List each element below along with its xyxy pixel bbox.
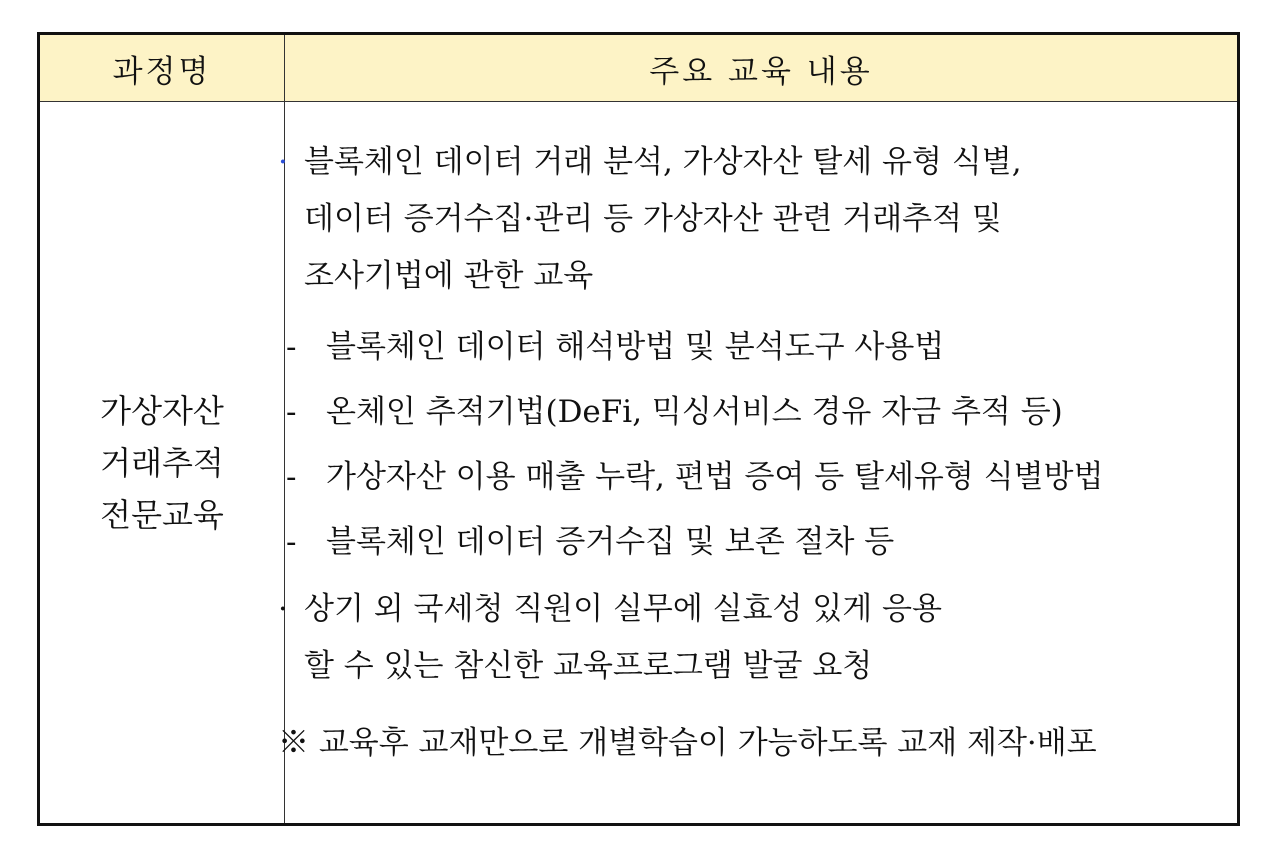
table-header-row [40,35,1237,102]
sub-item-text: 블록체인 데이터 증거수집 및 보존 절차 등 [326,524,895,560]
bullet-dot-icon: · [278,591,288,627]
sub-item-text: 온체인 추적기법(DeFi, 믹싱서비스 경유 자금 추적 등) [326,394,1063,430]
bullet-line: 조사기법에 관한 교육 [304,258,594,294]
note-text: ※ 교육후 교재만으로 개별학습이 가능하도록 교재 제작·배포 [278,725,1097,761]
course-name-line: 거래추적 [100,443,224,482]
header-course-name: 과정명 [112,53,212,90]
sub-item [268,319,1188,376]
sub-item-text: 가상자산 이용 매출 누락, 편법 증여 등 탈세유형 식별방법 [326,459,1104,495]
sub-item [268,514,1188,571]
sub-item [268,384,1188,441]
course-name-line: 전문교육 [100,495,224,534]
content-cell [268,134,1188,772]
course-name-line: 가상자산 [100,391,224,430]
bullet-line: 상기 외 국세청 직원이 실무에 실효성 있게 응용 [304,591,942,627]
bullet-dot-icon: · [278,144,288,180]
course-name-cell [40,102,284,823]
bullet-line: 데이터 증거수집·관리 등 가상자산 관련 거래추적 및 [304,201,1002,237]
dash-marker: - [286,394,297,430]
dash-marker: - [286,524,297,560]
dash-marker: - [286,329,297,365]
sub-item [268,449,1188,506]
bullet-line: 할 수 있는 참신한 교육프로그램 발굴 요청 [304,648,873,684]
sub-item-text: 블록체인 데이터 해석방법 및 분석도구 사용법 [326,329,945,365]
dash-marker: - [286,459,297,495]
bullet-item [268,134,1188,305]
bullet-item [268,581,1188,695]
bullet-line: 블록체인 데이터 거래 분석, 가상자산 탈세 유형 식별, [304,144,1022,180]
header-main-content: 주요 교육 내용 [649,53,873,90]
